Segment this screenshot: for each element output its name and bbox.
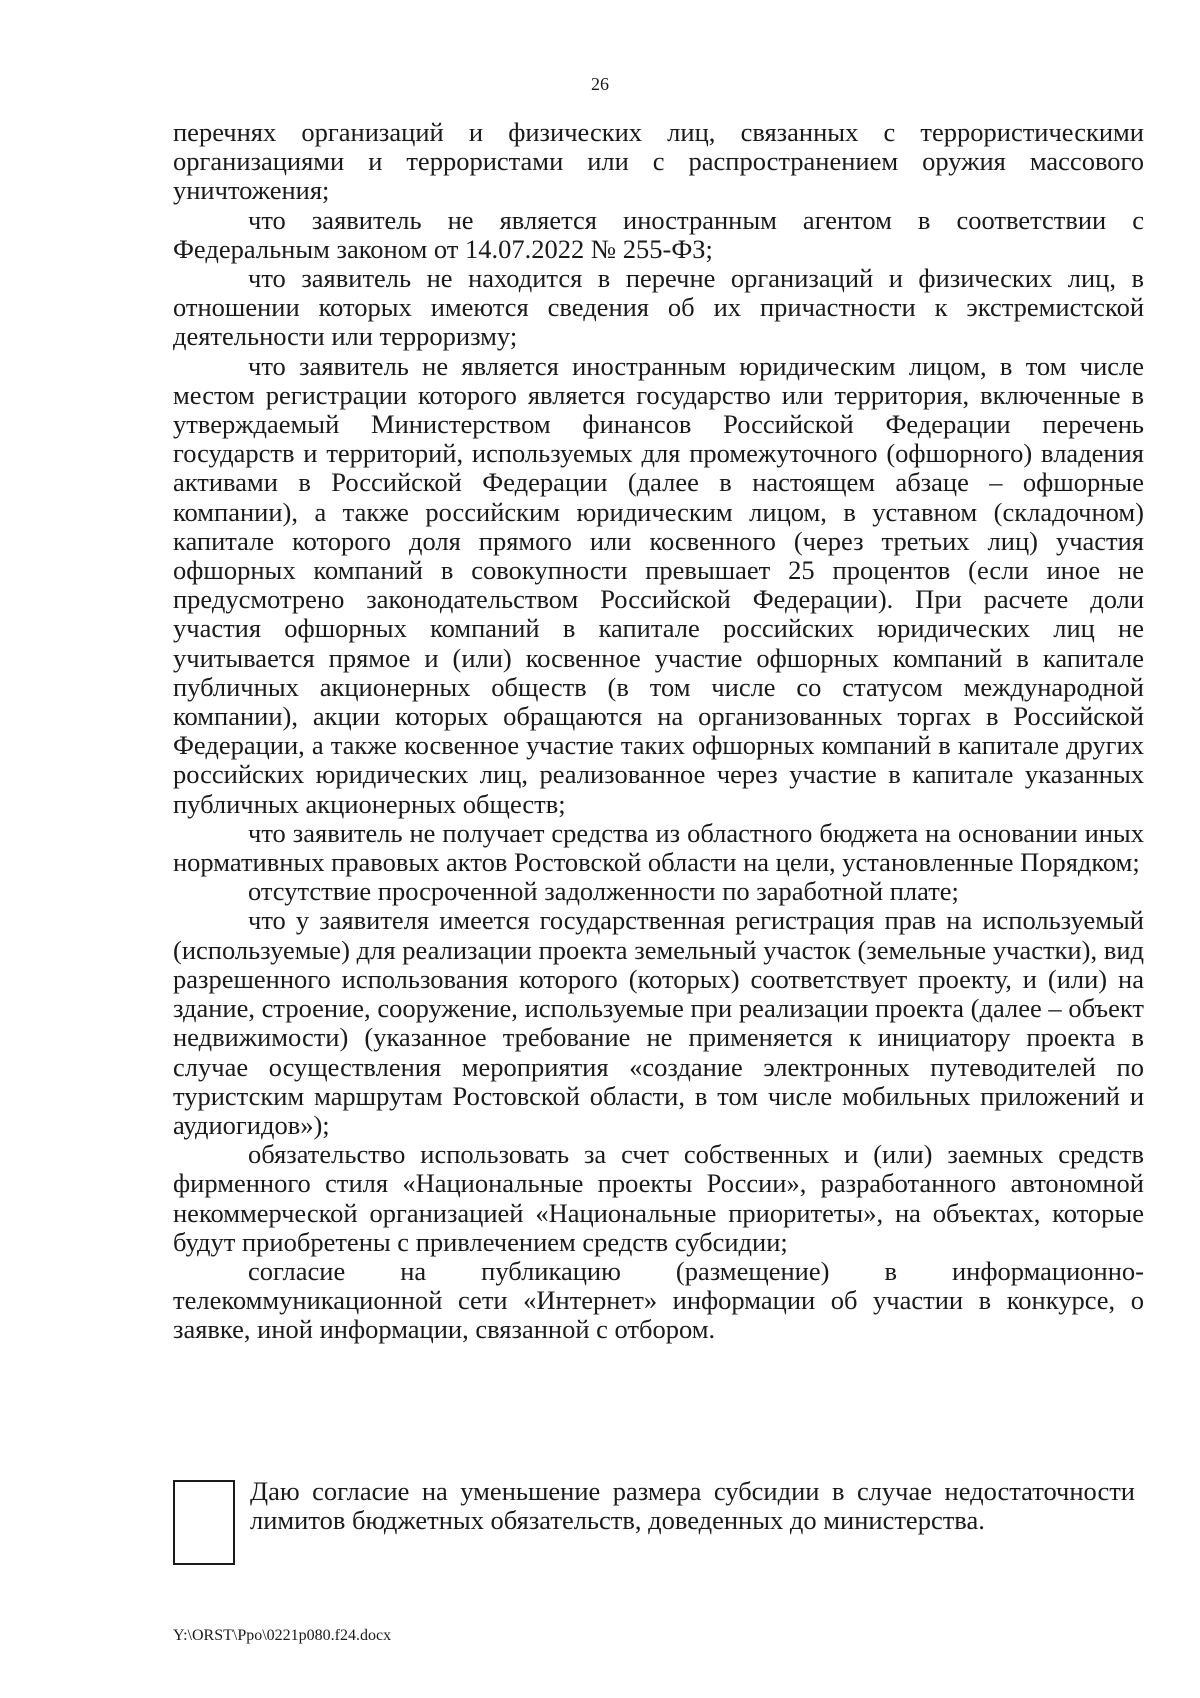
document-body xyxy=(173,118,1144,1345)
paragraph-foreign-agent: что заявитель не является иностранным агентом в соответствии с Федеральным законом от 14.07.2022 № 255-ФЗ; xyxy=(173,204,1144,264)
consent-checkbox[interactable] xyxy=(173,1480,235,1565)
paragraph-regional-budget: что заявитель не получает средства из областного бюджета на основании иных нормативных правовых актов Ростовской области на цели, установленные Порядком; xyxy=(173,817,1144,878)
paragraph-brand-style: обязательство использовать за счет собственных и (или) заемных средств фирменного стиля «Национальные проекты России», разработанного автономной некоммерческой организацией «Национальные приоритеты», на объектах, которые будут приобретены с привлечением средств субсидии; xyxy=(173,1139,1144,1257)
paragraph-offshore: что заявитель не является иностранным юридическим лицом, в том числе местом регистрации которого является государство или территория, включенные в утверждаемый Министерством финансов Российской Федерации перечень государств и территорий, используемых для промежуточного (офшорного) владения активами в Российской Федерации (далее в настоящем абзаце – офшорные компании), а также российским юридическим лицом, в уставном (складочном) капитале которого доля прямого или косвенного (через третьих лиц) участия офшорных компаний в совокупности превышает 25 процентов (если иное не предусмотрено законодательством Российской Федерации). При расчете доли участия офшорных компаний в капитале российских юридических лиц не учитывается прямое и (или) косвенное участие офшорных компаний в капитале публичных акционерных обществ (в том числе со статусом международной компании), акции которых обращаются на организованных торгах в Российской Федерации, а также косвенное участие таких офшорных компаний в капитале других российских юридических лиц, реализованное через участие в капитале указанных публичных акционерных обществ; xyxy=(173,350,1144,819)
paragraph-salary-debt: отсутствие просроченной задолженности по заработной плате; xyxy=(248,876,959,907)
paragraph-land-registration: что у заявителя имеется государственная регистрация прав на используемый (используемые) для реализации проекта земельный участок (земельные участки), вид разрешенного использования которого (которых) соответствует проекту, и (или) на здание, строение, сооружение, используемые при реализации проекта (далее – объект недвижимости) (указанное требование не применяется к инициатору проекта в случае осуществления мероприятия «создание электронных путеводителей по туристским маршрутам Ростовской области, в том числе мобильных приложений и аудиогидов»); xyxy=(173,905,1144,1140)
page-number: 26 xyxy=(591,74,609,94)
footer-file-path: Y:\ORST\Ppo\0221p080.f24.docx xyxy=(173,1627,392,1644)
paragraph-extremism-list: что заявитель не находится в перечне организаций и физических лиц, в отношении которых имеются сведения об их причастности к экстремистской деятельности или терроризму; xyxy=(173,263,1144,352)
consent-text: Даю согласие на уменьшение размера субсидии в случае недостаточности лимитов бюджетных обязательств, доведенных до министерства. xyxy=(250,1476,1135,1536)
paragraph-continuation: перечнях организаций и физических лиц, связанных с террористическими организациями и террористами или с распространением оружия массового уничтожения; xyxy=(173,117,1144,206)
paragraph-publication-consent: согласие на публикацию (размещение) в информационно-телекоммуникационной сети «Интернет» информации об участии в конкурсе, о заявке, иной информации, связанной с отбором. xyxy=(173,1255,1144,1345)
